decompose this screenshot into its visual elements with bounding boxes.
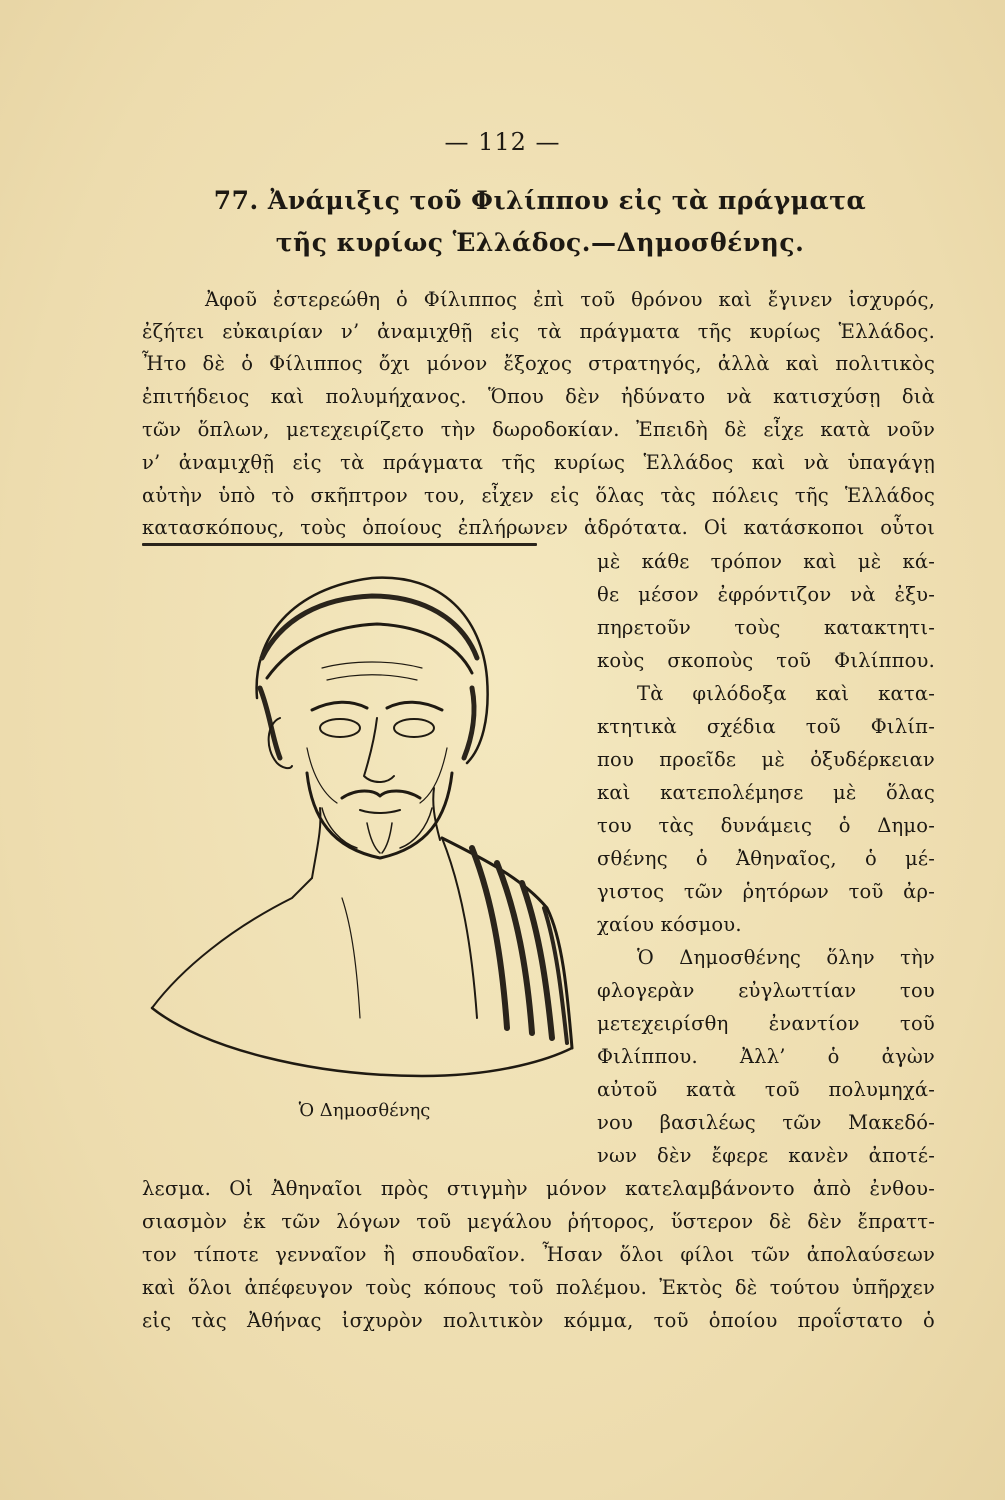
- side-line: του τὰς δυνάμεις ὁ Δημο-: [597, 814, 935, 837]
- side-line: Φιλίππου. Ἀλλ’ ὁ ἀγὼν: [597, 1045, 935, 1068]
- section-heading-line-1: 77. Ἀνάμιξις τοῦ Φιλίππου εἰς τὰ πράγματα: [213, 186, 867, 215]
- demosthenes-portrait: [142, 548, 587, 1088]
- page-number: — 112 —: [444, 128, 561, 156]
- body-line: ἐπιτήδειος καὶ πολυμήχανος. Ὅπου δὲν ἠδύνατο νὰ κατισχύσῃ διὰ: [142, 385, 935, 408]
- body-line: τῶν ὅπλων, μετεχειρίζετο τὴν δωροδοκίαν. Ἐπειδὴ δὲ εἶχε κατὰ νοῦν: [142, 418, 935, 441]
- body-line: εἰς τὰς Ἀθήνας ἰσχυρὸν πολιτικὸν κόμμα, τοῦ ὁποίου προΐστατο ὁ: [142, 1309, 935, 1332]
- side-line: θε μέσον ἐφρόντιζον νὰ ἐξυ-: [597, 583, 935, 606]
- body-line: Ἀφοῦ ἐστερεώθη ὁ Φίλιππος ἐπὶ τοῦ θρόνου καὶ ἔγινεν ἰσχυρός,: [205, 288, 935, 311]
- side-line: νου βασιλέως τῶν Μακεδό-: [597, 1111, 935, 1134]
- pencil-underline: [142, 543, 537, 546]
- side-line: κτητικὰ σχέδια τοῦ Φιλίπ-: [597, 715, 935, 738]
- side-line: αὐτοῦ κατὰ τοῦ πολυμηχά-: [597, 1078, 935, 1101]
- body-line: σιασμὸν ἐκ τῶν λόγων τοῦ μεγάλου ῥήτορος, ὕστερον δὲ δὲν ἔπραττ-: [142, 1210, 935, 1233]
- side-line: σθένης ὁ Ἀθηναῖος, ὁ μέ-: [597, 847, 935, 870]
- section-heading-line-2: τῆς κυρίως Ἑλλάδος.—Δημοσθένης.: [275, 228, 805, 257]
- side-line: μετεχειρίσθη ἐναντίον τοῦ: [597, 1012, 935, 1035]
- body-line: τον τίποτε γενναῖον ἢ σπουδαῖον. Ἦσαν ὅλοι φίλοι τῶν ἀπολαύσεων: [142, 1243, 935, 1266]
- side-line: γιστος τῶν ῥητόρων τοῦ ἀρ-: [597, 880, 935, 903]
- body-line: ἐζήτει εὐκαιρίαν ν’ ἀναμιχθῇ εἰς τὰ πράγματα τῆς κυρίως Ἑλλάδος.: [142, 320, 935, 343]
- side-line: Τὰ φιλόδοξα καὶ κατα-: [637, 682, 935, 705]
- body-line: κατασκόπους, τοὺς ὁποίους ἐπλήρωνεν ἁδρότατα. Οἱ κατάσκοποι οὗτοι: [142, 516, 935, 539]
- side-line: πηρετοῦν τοὺς κατακτητι-: [597, 616, 935, 639]
- portrait-caption: Ὁ Δημοσθένης: [298, 1100, 431, 1121]
- body-line: ν’ ἀναμιχθῇ εἰς τὰ πράγματα τῆς κυρίως Ἑλλάδος καὶ νὰ ὑπαγάγῃ: [142, 451, 935, 474]
- side-line: νων δὲν ἔφερε κανὲν ἀποτέ-: [597, 1144, 935, 1167]
- side-line: χαίου κόσμου.: [597, 913, 742, 936]
- side-line: καὶ κατεπολέμησε μὲ ὅλας: [597, 781, 935, 804]
- body-line: αὐτὴν ὑπὸ τὸ σκῆπτρον του, εἶχεν εἰς ὅλας τὰς πόλεις τῆς Ἑλλάδος: [142, 484, 935, 507]
- body-line: Ἦτο δὲ ὁ Φίλιππος ὄχι μόνον ἔξοχος στρατηγός, ἀλλὰ καὶ πολιτικὸς: [142, 352, 935, 375]
- side-line: Ὁ Δημοσθένης ὅλην τὴν: [637, 946, 935, 969]
- side-line: κοὺς σκοποὺς τοῦ Φιλίππου.: [597, 649, 935, 672]
- side-line: μὲ κάθε τρόπον καὶ μὲ κά-: [597, 550, 935, 573]
- side-line: φλογερὰν εὐγλωττίαν του: [597, 979, 935, 1002]
- body-line: λεσμα. Οἱ Ἀθηναῖοι πρὸς στιγμὴν μόνον κατελαμβάνοντο ἀπὸ ἐνθου-: [142, 1177, 935, 1200]
- body-line: καὶ ὅλοι ἀπέφευγον τοὺς κόπους τοῦ πολέμου. Ἐκτὸς δὲ τούτου ὑπῆρχεν: [142, 1276, 935, 1299]
- side-line: που προεῖδε μὲ ὀξυδέρκειαν: [597, 748, 935, 771]
